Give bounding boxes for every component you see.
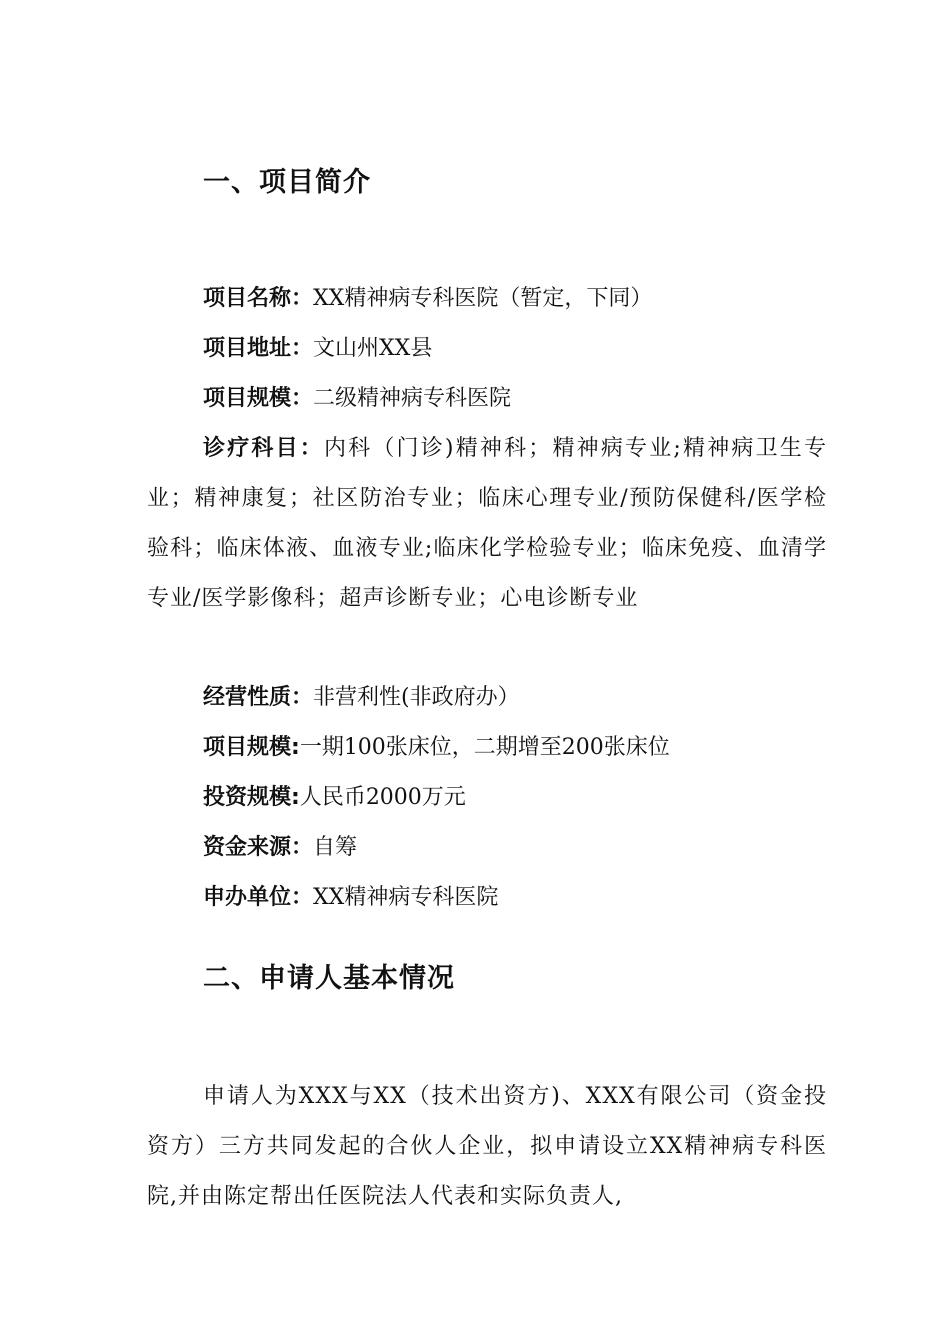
field-project-name (203, 284, 652, 314)
applicant-paragraph: 申请人为XXX与XX（技术出资方)、XXX有限公司（资金投资方）三方共同发起的合伙人企业，拟申请设立XX精神病专科医院,并由陈定帮出任医院法人代表和实际负责人, (147, 1084, 827, 1209)
field-departments (147, 424, 827, 624)
field-value: 文山州XX县 (313, 336, 433, 361)
field-label: 投资规模: (203, 785, 300, 810)
field-value: 一期100张床位，二期增至200张床位 (299, 735, 670, 760)
field-value: 自筹 (313, 835, 358, 860)
field-value: XX精神病专科医院（暂定，下同） (313, 286, 653, 311)
field-project-scale (203, 384, 511, 414)
section-heading-project-intro: 一、项目简介 (203, 167, 371, 198)
field-value: 内科（门诊)精神科；精神病专业;精神病卫生专业；精神康复；社区防治专业；临床心理专业/预防保健科/医学检验科；临床体液、血液专业;临床化学检验专业；临床免疫、血清学专业/医学影像科；超声诊断专业；心电诊断专业 (147, 436, 827, 611)
field-label: 经营性质： (203, 685, 314, 710)
field-label: 项目名称： (203, 286, 314, 311)
field-project-scale-beds (203, 733, 670, 763)
field-value: 非营利性(非政府办） (313, 685, 520, 710)
field-value: XX精神病专科医院 (313, 885, 499, 910)
field-label: 项目规模： (203, 386, 314, 411)
field-applicant-unit (203, 883, 498, 913)
section-heading-applicant-info: 二、申请人基本情况 (203, 963, 455, 994)
field-project-address (203, 334, 432, 364)
field-label: 诊疗科目： (203, 436, 324, 461)
field-label: 申办单位： (203, 885, 314, 910)
field-label: 项目规模: (203, 735, 300, 760)
field-value: 二级精神病专科医院 (313, 386, 512, 411)
field-value: 人民币2000万元 (299, 785, 466, 810)
field-funding-source (203, 833, 357, 863)
field-investment-scale (203, 783, 466, 813)
field-label: 资金来源： (203, 835, 314, 860)
field-label: 项目地址： (203, 336, 314, 361)
field-operation-nature (203, 683, 520, 713)
